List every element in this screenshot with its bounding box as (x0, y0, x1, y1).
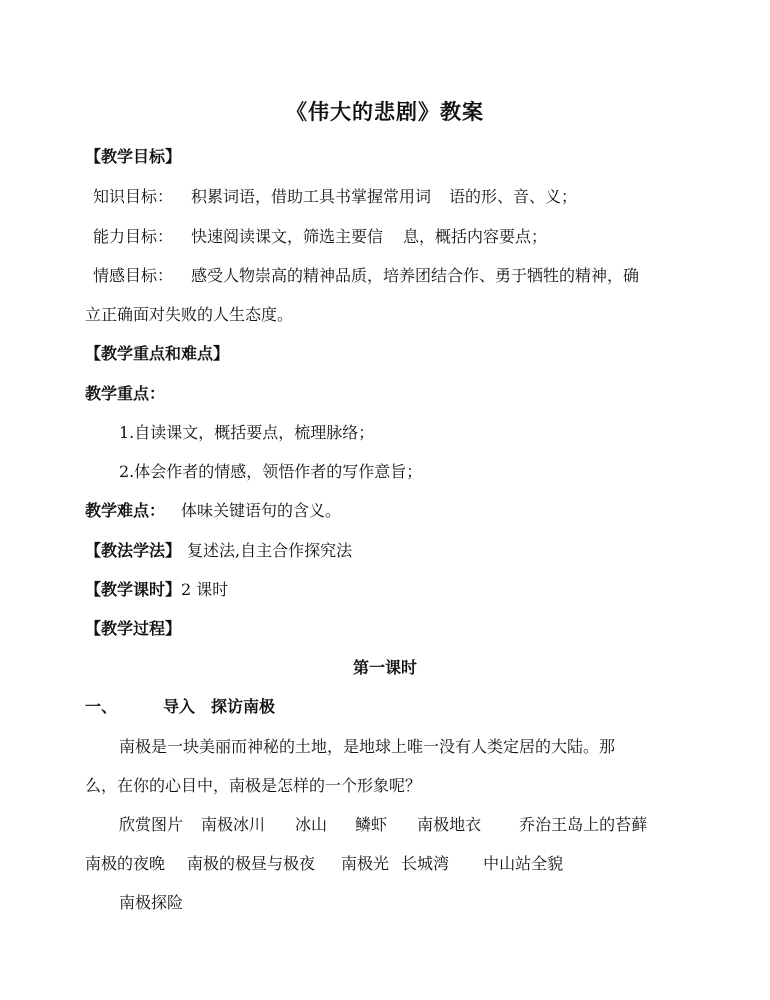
difficult-label: 教学难点： (85, 501, 166, 520)
picture-item: 冰山 (295, 815, 328, 834)
pictures-row-2 (85, 854, 563, 874)
section-number: 一、 (85, 697, 118, 716)
key-points-label: 教学重点： (85, 384, 166, 403)
objectives-heading: 【教学目标】 (85, 147, 182, 166)
intro-paragraph-line2: 么，在你的心目中，南极是怎样的一个形象呢？ (85, 776, 422, 795)
ability-text-a: 快速阅读课文，筛选主要信 (191, 227, 384, 246)
knowledge-label: 知识目标： (93, 187, 174, 206)
method-text: 复述法,自主合作探究法 (187, 541, 353, 560)
emotion-objective (93, 266, 639, 286)
difficult-points (85, 501, 341, 521)
lesson-one-heading: 第一课时 (352, 658, 417, 677)
picture-item: 欣赏图片 (119, 815, 184, 834)
knowledge-text-b: 语的形、音、义； (449, 187, 578, 206)
ability-label: 能力目标： (93, 227, 174, 246)
teaching-hours (85, 580, 228, 600)
document-title: 《伟大的悲剧》教案 (286, 99, 484, 124)
emotion-text: 感受人物崇高的精神品质，培养团结合作、勇于牺牲的精神，确 (191, 266, 640, 285)
section-one-heading (85, 697, 275, 717)
ability-objective (93, 227, 547, 247)
picture-item: 长城湾 (401, 854, 450, 873)
key-point-item: 1.自读课文，概括要点，梳理脉络； (119, 423, 375, 442)
emotion-label: 情感目标： (93, 266, 174, 285)
ability-text-b: 息，概括内容要点； (403, 227, 548, 246)
intro-paragraph-line1: 南极是一块美丽而神秘的土地，是地球上唯一没有人类定居的大陆。那 (119, 737, 616, 756)
section-title: 导入 探访南极 (163, 697, 276, 716)
difficult-text: 体味关键语句的含义。 (181, 501, 342, 520)
picture-item: 南极光 (341, 854, 390, 873)
knowledge-objective (93, 187, 577, 207)
antarctic-exploration: 南极探险 (119, 893, 184, 912)
pictures-row-1 (119, 815, 647, 835)
process-heading: 【教学过程】 (85, 619, 182, 638)
picture-item: 南极冰川 (201, 815, 266, 834)
picture-item: 中山站全貌 (483, 854, 564, 873)
emotion-continuation: 立正确面对失败的人生态度。 (85, 305, 294, 324)
key-point-item: 2.体会作者的情感，领悟作者的写作意旨； (119, 462, 423, 481)
picture-item: 南极地衣 (417, 815, 482, 834)
picture-item: 南极的极昼与极夜 (187, 854, 316, 873)
picture-item: 南极的夜晚 (85, 854, 166, 873)
teaching-method (85, 541, 352, 561)
method-heading: 【教法学法】 (85, 541, 182, 560)
picture-item: 鳞虾 (355, 815, 388, 834)
picture-item: 乔治王岛上的苔藓 (519, 815, 648, 834)
focus-heading: 【教学重点和难点】 (85, 344, 230, 363)
hours-text: 2 课时 (181, 580, 229, 599)
knowledge-text-a: 积累词语，借助工具书掌握常用词 (191, 187, 432, 206)
hours-heading: 【教学课时】 (85, 580, 182, 599)
